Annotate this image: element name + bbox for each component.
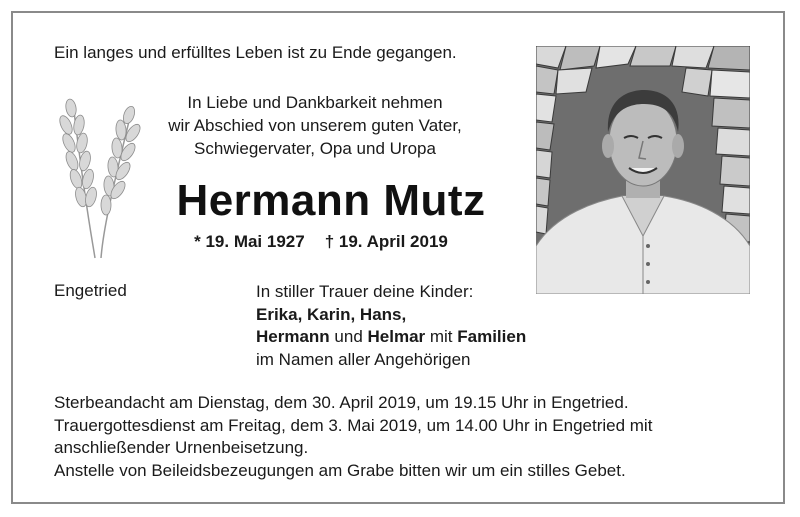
dedication-line: In Liebe und Dankbarkeit nehmen	[187, 93, 443, 112]
mourners-line	[256, 326, 526, 349]
dedication-line: wir Abschied von unserem guten Vater,	[168, 116, 462, 135]
detail-line: anschließender Urnenbeisetzung.	[54, 438, 309, 457]
death-date: † 19. April 2019	[324, 232, 448, 251]
life-dates	[151, 232, 491, 252]
connector-text: mit	[425, 327, 458, 346]
mourners-block	[256, 281, 526, 371]
connector-text: und	[329, 327, 368, 346]
detail-line: Trauergottesdienst am Freitag, dem 3. Mai 2019, um 14.00 Uhr in Engetried mit	[54, 415, 653, 435]
wheat-ears-icon	[51, 83, 141, 263]
children-names: Erika, Karin, Hans,	[256, 304, 407, 324]
detail-line: Anstelle von Beileidsbezeugungen am Grabe bitten wir um ein stilles Gebet.	[54, 460, 626, 480]
obituary-card	[11, 11, 785, 504]
deceased-name: Hermann Mutz	[176, 176, 486, 225]
families-label: Familien	[457, 327, 527, 346]
birth-date: * 19. Mai 1927	[194, 232, 305, 251]
place-name: Engetried	[54, 281, 127, 300]
detail-line: Sterbeandacht am Dienstag, dem 30. April 2019, um 19.15 Uhr in Engetried.	[54, 393, 629, 412]
child-name: Hermann	[256, 327, 330, 346]
portrait-image	[536, 46, 750, 294]
child-name: Helmar	[367, 327, 426, 346]
mourners-line: im Namen aller Angehörigen	[256, 349, 471, 369]
portrait-photo	[536, 46, 750, 294]
mourners-line: In stiller Trauer deine Kinder:	[256, 282, 474, 301]
dedication-text	[145, 91, 485, 160]
intro-text: Ein langes und erfülltes Leben ist zu Ende gegangen.	[54, 43, 457, 62]
dedication-line: Schwiegervater, Opa und Uropa	[194, 139, 436, 158]
service-details	[54, 392, 652, 482]
